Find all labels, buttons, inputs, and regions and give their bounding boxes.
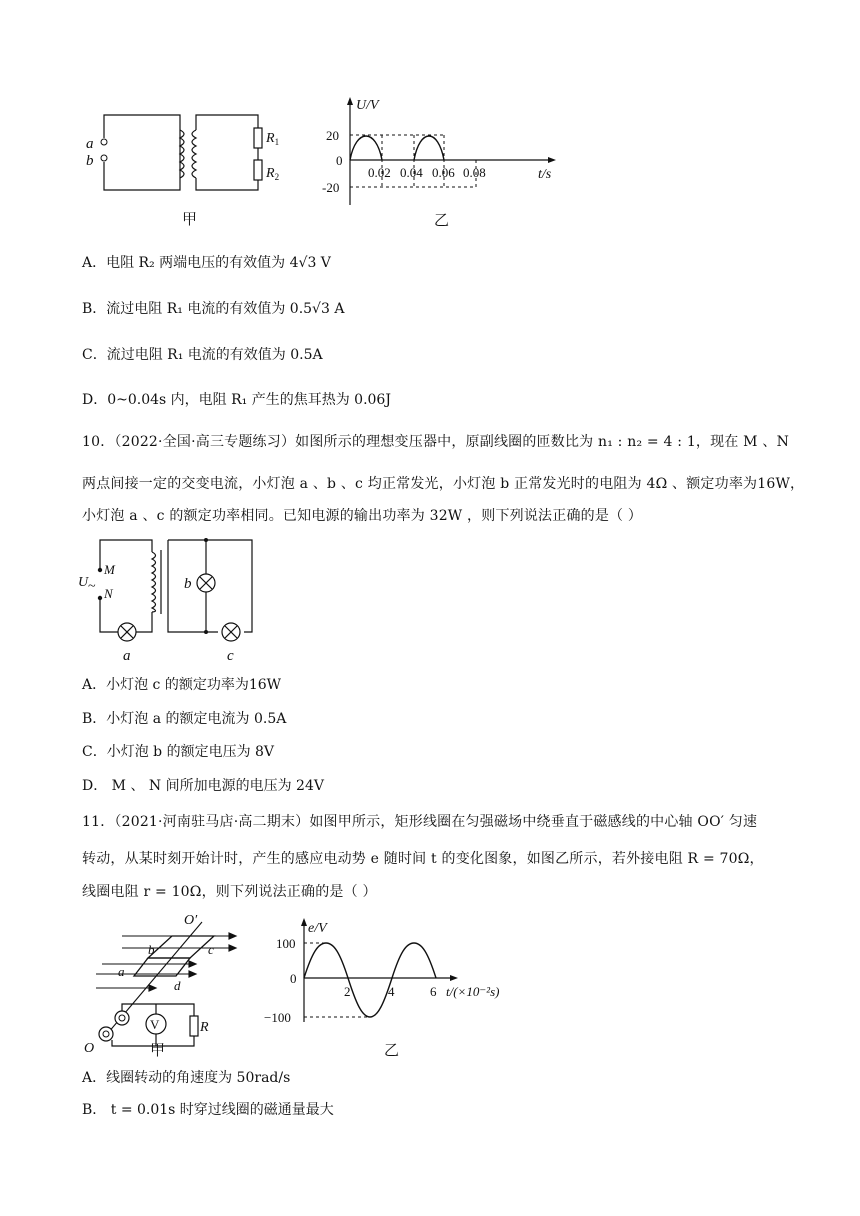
q10-stem-line-2: 两点间接一定的交变电流，小灯泡 a 、b 、c 均正常发光，小灯泡 b 正常发光时的电阻为 4Ω 、额定功率为16W， <box>82 476 805 492</box>
svg-text:−100: −100 <box>264 1010 291 1025</box>
svg-text:6: 6 <box>430 984 437 999</box>
svg-text:20: 20 <box>326 128 339 143</box>
svg-text:t/(×10⁻²s): t/(×10⁻²s) <box>446 984 500 999</box>
q9-option-d: D．0~0.04s 内，电阻 R₁ 产生的焦耳热为 0.06J <box>82 392 391 408</box>
figure-q10-circuit <box>78 534 268 666</box>
svg-text:0.04: 0.04 <box>400 165 423 180</box>
svg-text:b: b <box>184 576 192 592</box>
lamp-b-icon <box>197 574 215 592</box>
caption-jia-top: 甲 <box>182 212 198 228</box>
resistor-r1 <box>254 128 262 148</box>
svg-text:R: R <box>200 1020 209 1035</box>
svg-text:-20: -20 <box>322 180 340 195</box>
svg-text:R2: $R_2$ <box>266 166 280 182</box>
svg-text:O′: O′ <box>184 913 198 928</box>
svg-text:0: 0 <box>290 971 297 986</box>
q10-option-a: A．小灯泡 c 的额定功率为16W <box>82 677 282 693</box>
figure-q11-generator <box>82 910 242 1060</box>
svg-text:~: ~ <box>88 579 96 594</box>
figure-transformer-circuit <box>80 100 300 230</box>
svg-text:R1: $R_1$ <box>266 131 280 147</box>
q9-option-c: C．流过电阻 R₁ 电流的有效值为 0.5A <box>82 347 323 363</box>
svg-text:b: b <box>148 942 155 957</box>
label-a: a <box>86 136 94 152</box>
lamp-a-icon <box>118 623 136 641</box>
x-axis-label: t/s <box>538 167 552 182</box>
q9-option-a: A．电阻 R₂ 两端电压的有效值为 4√3 V <box>82 255 331 271</box>
svg-text:a: a <box>123 648 131 664</box>
q10-option-c: C．小灯泡 b 的额定电压为 8V <box>82 744 275 760</box>
y-axis-label: U/V <box>356 98 379 113</box>
q10-stem-line-1: 10．（2022·全国·高三专题练习）如图所示的理想变压器中，原副线圈的匝数比为 n₁ : n₂ = 4 : 1，现在 M 、N <box>82 434 790 450</box>
svg-text:2: 2 <box>344 984 351 999</box>
terminal-a <box>101 139 107 145</box>
svg-text:c: c <box>208 942 214 957</box>
resistor-r <box>190 1016 198 1036</box>
terminal-b <box>101 155 107 161</box>
svg-text:100: 100 <box>276 936 296 951</box>
svg-text:V: V <box>150 1017 160 1032</box>
svg-text:U: U <box>78 575 89 590</box>
lamp-c-icon <box>222 623 240 641</box>
svg-text:c: c <box>227 648 234 664</box>
q11-stem-line-1: 11．（2021·河南驻马店·高二期末）如图甲所示，矩形线圈在匀强磁场中绕垂直于磁感线的中心轴 OO′ 匀速 <box>82 814 758 830</box>
figure-voltage-graph <box>320 95 570 230</box>
q11-stem-line-2: 转动，从某时刻开始计时，产生的感应电动势 e 随时间 t 的变化图象，如图乙所示，若外接电阻 R = 70Ω， <box>82 851 764 867</box>
q10-stem-line-3: 小灯泡 a 、c 的额定功率相同。已知电源的输出功率为 32W ，则下列说法正确的是（ ） <box>82 508 643 524</box>
caption-yi-top: 乙 <box>434 213 450 229</box>
svg-text:M: M <box>104 562 115 577</box>
svg-text:O: O <box>84 1041 95 1056</box>
svg-text:0.02: 0.02 <box>368 165 391 180</box>
svg-text:4: 4 <box>388 984 395 999</box>
q11-caption-yi: 乙 <box>384 1041 400 1059</box>
svg-text:d: d <box>174 978 181 993</box>
voltmeter-icon <box>146 1014 166 1034</box>
svg-text:e/V: e/V <box>308 921 327 936</box>
q10-option-b: B．小灯泡 a 的额定电流为 0.5A <box>82 711 287 727</box>
q11-caption-jia: 甲 <box>150 1041 166 1059</box>
q11-option-b: B． t = 0.01s 时穿过线圈的磁通量最大 <box>82 1102 334 1118</box>
svg-text:N: N <box>104 586 113 601</box>
q10-option-d: D． M 、 N 间所加电源的电压为 24V <box>82 778 324 794</box>
svg-text:0.06: 0.06 <box>432 165 455 180</box>
label-b: b <box>86 153 94 169</box>
svg-text:0: 0 <box>336 153 343 168</box>
resistor-r2 <box>254 160 262 180</box>
figure-q11-emf-graph <box>262 918 500 1030</box>
q9-option-b: B．流过电阻 R₁ 电流的有效值为 0.5√3 A <box>82 301 345 317</box>
svg-text:0.08: 0.08 <box>463 165 486 180</box>
wave-arch-1 <box>350 136 382 160</box>
svg-text:a: a <box>118 964 125 979</box>
q11-option-a: A．线圈转动的角速度为 50rad/s <box>82 1070 291 1086</box>
emf-sine-wave <box>304 943 436 1017</box>
wave-arch-2 <box>414 136 444 160</box>
q11-stem-line-3: 线圈电阻 r = 10Ω，则下列说法正确的是（ ） <box>82 884 377 900</box>
